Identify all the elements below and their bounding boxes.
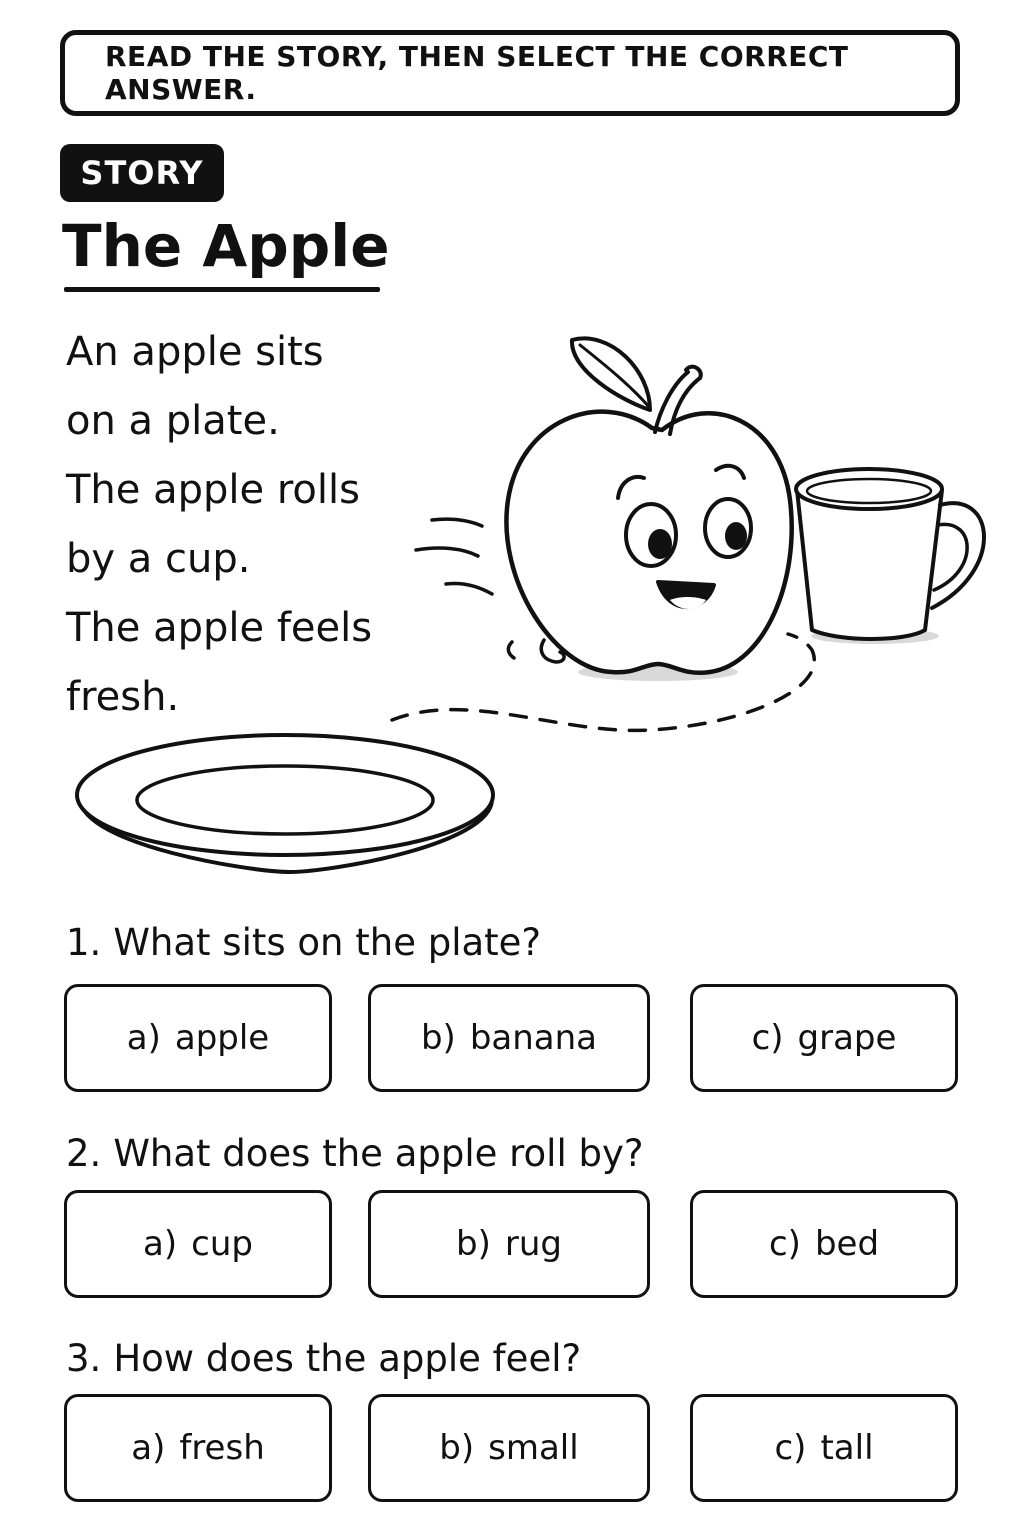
question-number: 3. (66, 1337, 102, 1380)
option-text: cup (191, 1224, 253, 1264)
option-text: fresh (179, 1428, 265, 1468)
question-text: What does the apple roll by? (113, 1132, 644, 1175)
story-line: The apple feels (66, 605, 373, 651)
story-badge-label: STORY (80, 154, 204, 192)
question-number: 2. (66, 1132, 102, 1175)
option-letter: a) (126, 1018, 161, 1058)
question-text: What sits on the plate? (113, 921, 542, 964)
q1-option-c[interactable] (690, 984, 958, 1092)
story-line: fresh. (66, 674, 180, 720)
story-line: by a cup. (66, 536, 251, 582)
q3-option-a[interactable] (64, 1394, 332, 1502)
q3-option-c[interactable] (690, 1394, 958, 1502)
option-text: bed (814, 1224, 880, 1264)
question-number: 1. (66, 921, 102, 964)
option-letter: a) (131, 1428, 166, 1468)
option-letter: c) (751, 1018, 784, 1058)
option-letter: b) (456, 1224, 491, 1264)
story-line: The apple rolls (66, 467, 360, 513)
option-text: rug (504, 1224, 562, 1264)
cup-icon (796, 469, 984, 644)
option-letter: c) (768, 1224, 801, 1264)
q2-option-a[interactable] (64, 1190, 332, 1298)
option-letter: a) (143, 1224, 178, 1264)
q1-option-b[interactable] (368, 984, 650, 1092)
option-letter: c) (774, 1428, 807, 1468)
question-3 (66, 1334, 581, 1384)
plate-icon (77, 735, 493, 872)
question-text: How does the apple feel? (113, 1337, 582, 1380)
option-letter: b) (439, 1428, 475, 1468)
option-text: apple (174, 1018, 270, 1058)
question-2 (66, 1129, 644, 1179)
q3-option-b[interactable] (368, 1394, 650, 1502)
option-text: grape (797, 1018, 897, 1058)
q2-option-b[interactable] (368, 1190, 650, 1298)
option-text: banana (469, 1018, 598, 1058)
apple-icon (506, 338, 791, 681)
story-line: on a plate. (66, 398, 280, 444)
q1-option-a[interactable] (64, 984, 332, 1092)
option-letter: b) (420, 1018, 456, 1058)
q2-option-c[interactable] (690, 1190, 958, 1298)
option-text: small (488, 1428, 579, 1468)
question-1 (66, 918, 541, 968)
story-line: An apple sits (66, 329, 324, 375)
story-title: The Apple (62, 212, 390, 280)
option-text: tall (820, 1428, 874, 1468)
instructions-text: READ THE STORY, THEN SELECT THE CORRECT ANSWER. (105, 40, 849, 106)
